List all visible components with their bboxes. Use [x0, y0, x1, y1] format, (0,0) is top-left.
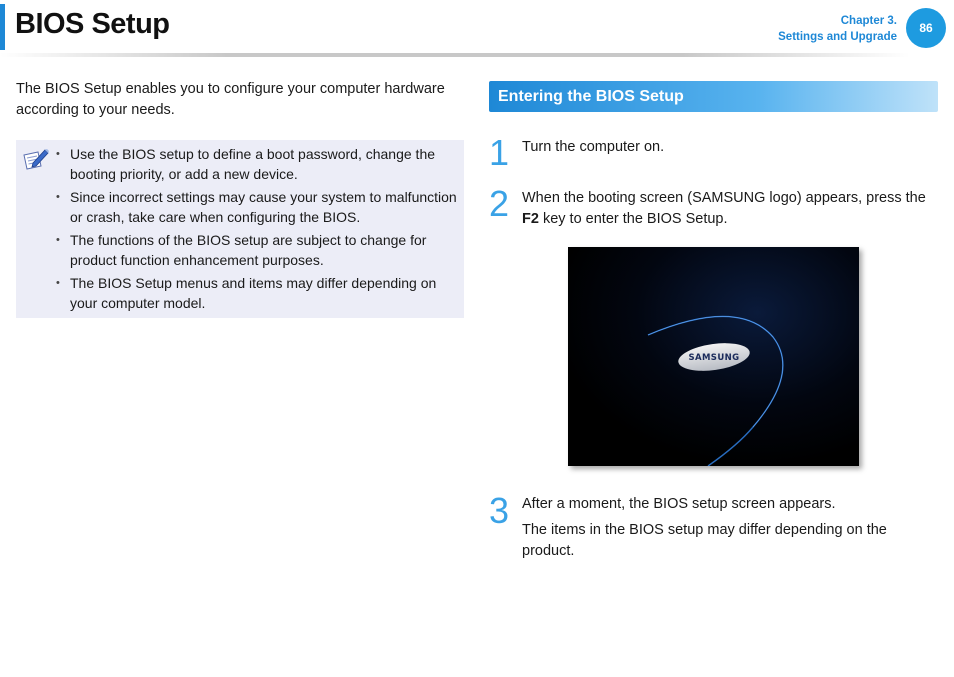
chapter-number: Chapter 3.: [840, 15, 897, 27]
step-number: 3: [489, 490, 510, 531]
page-number-badge: 86: [906, 8, 946, 48]
step-number: 1: [489, 132, 510, 173]
step-text: [522, 188, 942, 230]
note-item: • Use the BIOS setup to define a boot password, change the booting priority, or add a new device.: [56, 145, 458, 184]
note-box: [16, 140, 464, 318]
header-divider: [0, 53, 910, 57]
chapter-label: [778, 13, 897, 45]
note-item: • The BIOS Setup menus and items may differ depending on your computer model.: [56, 274, 458, 313]
note-list: [56, 145, 458, 317]
pencil-note-icon: [22, 146, 50, 172]
step-number: 2: [489, 183, 510, 224]
chapter-title: Settings and Upgrade: [778, 31, 897, 43]
note-item: • The functions of the BIOS setup are subject to change for product function enhancement purposes.: [56, 231, 458, 270]
step-text: Turn the computer on.: [522, 139, 665, 155]
intro-paragraph: The BIOS Setup enables you to configure your computer hardware according to your needs.: [16, 81, 445, 118]
step-subtext: The items in the BIOS setup may differ depending on the product.: [522, 522, 887, 559]
step-text-after: key to enter the BIOS Setup.: [538, 211, 728, 227]
section-heading: Entering the BIOS Setup: [489, 81, 938, 112]
step-text-before: When the booting screen (SAMSUNG logo) appears, press the: [522, 190, 926, 206]
note-item: • Since incorrect settings may cause your system to malfunction or crash, take care when configuring the BIOS.: [56, 188, 458, 227]
title-accent-bar: [0, 4, 5, 50]
step-text: After a moment, the BIOS setup screen appears.: [522, 496, 836, 512]
page-title: BIOS Setup: [15, 8, 170, 40]
samsung-logo: SAMSUNG: [688, 353, 740, 363]
boot-screen-image: [568, 247, 859, 466]
key-label: F2: [522, 211, 539, 227]
